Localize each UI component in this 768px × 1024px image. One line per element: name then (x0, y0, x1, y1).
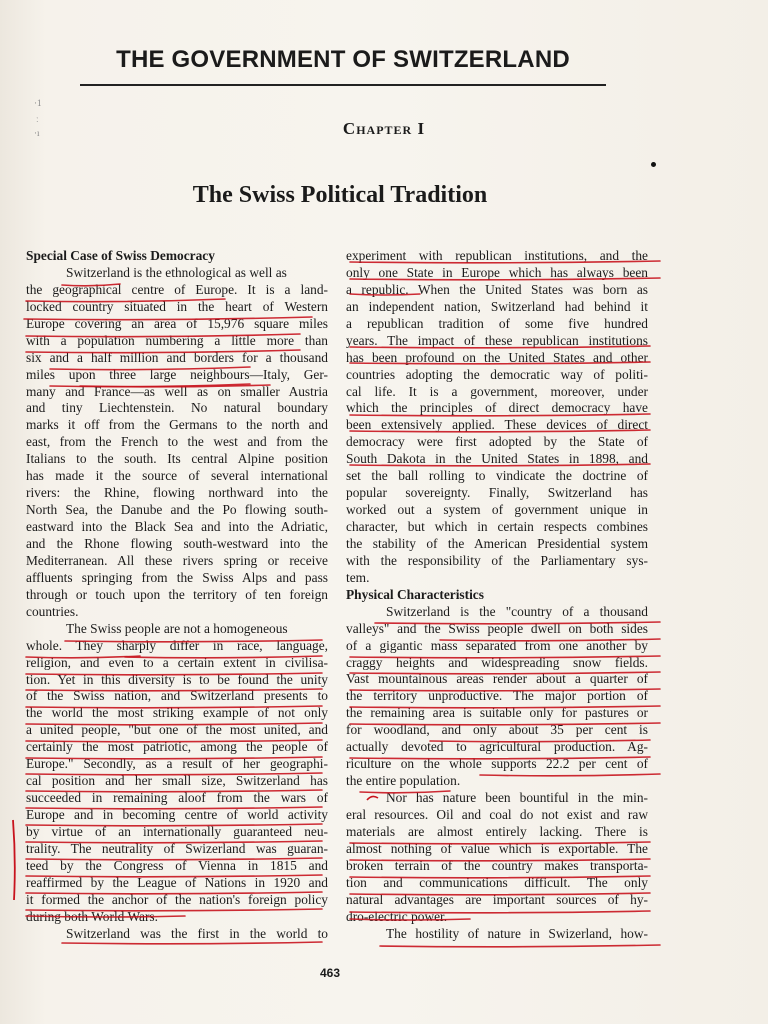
text-line: the remaining area is suitable only for pastures or (346, 705, 648, 721)
text-line: through or touch upon the territory of ten foreign (26, 586, 328, 602)
page-number: 463 (319, 966, 341, 980)
text-line: tem. (346, 569, 370, 585)
chapter-label: Chapter I (342, 119, 426, 138)
text-line: North Sea, the Danube and the Po flowing south- (26, 502, 328, 518)
text-line: cal position and her small size, Switzerland has (26, 773, 328, 789)
text-line: Nor has nature been bountiful in the min- (386, 790, 648, 806)
text-line: Vast mountainous areas render about a quarter of (346, 671, 648, 687)
text-line: affluents springing from the Swiss Alps and pass (26, 569, 328, 585)
text-line: cal life. It is a government, moreover, under (346, 383, 648, 399)
text-line: the entire population. (346, 773, 461, 789)
text-line: eastward into the Black Sea and into the Adriatic, (26, 519, 328, 535)
margin-mark: ·ı (34, 128, 40, 138)
text-line: certainly the most patriotic, among the people of (26, 739, 328, 755)
text-line: a united people, "but one of the most united, and (26, 722, 328, 738)
text-line: Switzerland is the "country of a thousand (386, 603, 648, 619)
text-line: the territory unproductive. The major portion of (346, 688, 648, 704)
text-line: dro-electric power. (346, 908, 448, 924)
text-line: teed by the Congress of Vienna in 1815 and (26, 857, 328, 873)
text-line: of the Swiss nation, and Switzerland presents to (26, 688, 328, 704)
left-text-column (26, 248, 328, 943)
text-line: many and France—as well as on smaller Austria (26, 383, 328, 399)
text-line: Italians to the south. Its central Alpine position (26, 451, 328, 467)
text-line: religion, and even to a certain extent in civilisa- (26, 654, 328, 670)
text-line: riculture on the whole supports 22.2 per cent of (346, 756, 648, 772)
text-line: an independent nation, Switzerland had behind it (346, 298, 648, 314)
text-line: valleys" and the Swiss people dwell on both sides (346, 620, 648, 636)
text-line: craggy heights and widespreading snow fields. (346, 654, 648, 670)
text-line: locked country situated in the heart of Western (26, 298, 328, 314)
text-line: trality. The neutrality of Swizerland was guaran- (26, 840, 328, 856)
text-line: experiment with republican institutions, and the (346, 248, 648, 263)
text-line: has made it the source of several international (26, 468, 328, 484)
book-title: THE GOVERNMENT OF SWITZERLAND (116, 46, 570, 73)
section-heading: Special Case of Swiss Democracy (26, 248, 215, 263)
text-line: almost nothing of value which is exportable. The (346, 840, 648, 856)
text-line: Europe covering an area of 15,976 square miles (26, 315, 328, 331)
text-line: whole. They sharply differ in race, language, (26, 637, 328, 653)
ink-underline (380, 945, 660, 947)
text-line: the stability of the American Presidential system (346, 535, 648, 551)
ink-margin-bracket (13, 820, 15, 900)
text-line: Switzerland is the ethnological as well as (66, 264, 287, 280)
text-line: Europe." Secondly, as a result of her geographi- (26, 756, 328, 772)
ink-dot (651, 162, 656, 167)
text-line: tion. Yet in this diversity is to be found the unity (26, 671, 328, 687)
text-line: Europe and in becoming centre of world activity (26, 807, 328, 822)
text-line: it formed the anchor of the nation's foreign policy (26, 891, 328, 907)
right-text-column (346, 248, 648, 943)
text-line: of a gigantic mass separated from one another by (346, 637, 648, 653)
text-line: with the responsibility of the Parliamentary sys- (346, 552, 648, 568)
text-line: years. The impact of these republican institutions (346, 332, 648, 348)
text-line: the world the most striking example of not only (26, 705, 328, 721)
chapter-title: The Swiss Political Tradition (192, 182, 488, 208)
text-line: Mediterranean. All these rivers spring or receive (26, 552, 328, 568)
text-line: during both World Wars. (26, 908, 158, 924)
text-line: a republic. When the United States was born as (346, 281, 648, 297)
text-line: democracy were first adopted by the State of (346, 434, 648, 450)
text-line: set the ball rolling to vindicate the doctrine of (346, 468, 648, 484)
text-line: actually devoted to agricultural production. Ag- (346, 739, 648, 755)
text-line: South Dakota in the United States in 1898, and (346, 451, 648, 467)
text-line: succeeded in remaining aloof from the wars of (26, 790, 328, 806)
text-line: been extensively applied. These devices of direct (346, 417, 648, 433)
text-line: reaffirmed by the League of Nations in 1920 and (26, 874, 328, 890)
text-line: tion and communications difficult. The only (346, 874, 648, 890)
text-line: The Swiss people are not a homogeneous (66, 620, 288, 636)
text-line: miles upon three large neighbours—Italy, Ger- (26, 366, 328, 382)
text-line: popular sovereignty. Finally, Switzerland has (346, 485, 648, 501)
text-line: which the principles of direct democracy have (346, 400, 648, 416)
text-line: has been profound on the United States and other (346, 349, 648, 365)
text-line: only one State in Europe which has always been (346, 264, 648, 280)
text-line: by virtue of an internationally guaranteed neu- (26, 823, 328, 839)
text-line: a republican tradition of some five hundred (346, 315, 648, 331)
text-line: with a population numbering a little more than (26, 332, 328, 348)
text-line: eral resources. Oil and coal do not exist and raw (346, 806, 648, 822)
margin-mark: ·1 (34, 98, 42, 108)
text-line: rivers: the Rhine, flowing northward into the (26, 485, 328, 501)
text-line: marks it off from the Germans to the north and (26, 417, 328, 433)
text-line: and the Rhone flowing south-westward into the (26, 535, 328, 551)
text-line: east, from the French to the west and from the (26, 434, 328, 450)
text-line: and tiny Liechtenstein. No natural boundary (26, 400, 328, 416)
text-line: natural advantages are important sources of hy- (346, 891, 648, 907)
section-heading: Physical Characteristics (346, 586, 484, 602)
text-line: for woodland, and only about 35 per cent is (346, 722, 648, 738)
text-line: materials are almost entirely lacking. There is (346, 823, 648, 839)
text-line: the geographical centre of Europe. It is a land- (26, 281, 328, 297)
text-line: The hostility of nature in Swizerland, how- (386, 925, 648, 941)
text-line: Switzerland was the first in the world to (66, 925, 328, 941)
text-line: worked out a system of government unique in (346, 502, 648, 518)
text-line: character, but which in certain respects combines (346, 519, 648, 534)
text-line: broken terrain of the country makes transporta- (346, 857, 648, 873)
title-rule (80, 84, 606, 86)
margin-mark: ː (36, 114, 39, 124)
text-line: countries adopting the democratic way of politi- (346, 366, 648, 382)
text-line: six and a half million and borders for a thousand (26, 349, 328, 365)
text-line: countries. (26, 603, 79, 619)
